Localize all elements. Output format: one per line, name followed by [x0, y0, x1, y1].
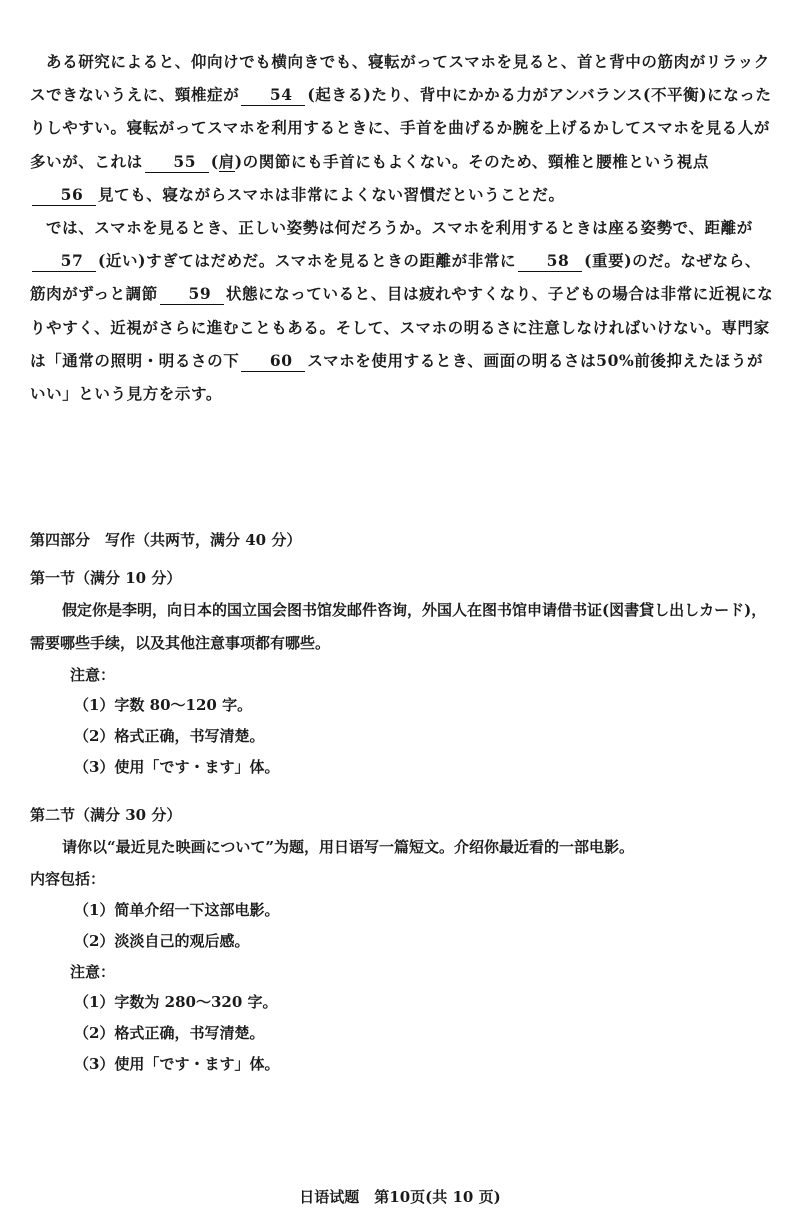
- section1-task: 假定你是李明，向日本的国立国会图书馆发邮件咨询，外国人在图书馆申请借书证(図書貸し出しカード)，需要哪些手续，以及其他注意事项都有哪些。: [30, 601, 767, 652]
- passage-paragraph-2: [30, 211, 775, 410]
- blank-54: 54: [241, 85, 305, 106]
- blank-58: 58: [518, 251, 582, 272]
- passage-text: 状態になっていると、目は疲れやすくなり、子どもの場合は非常に近視になりやすく、近視がさらに進むこともある。そして、スマホの明るさに注意しなければいけない。専門家は「通常の照明・明るさの下: [30, 284, 774, 370]
- section2-content-2: （2）淡淡自己的观后感。: [74, 932, 250, 950]
- section2-note-3: （3）使用「です・ます」体。: [74, 1055, 280, 1073]
- passage-text: ある研究によると、仰向けでも横向きでも、寝転がってスマホを見ると、首と背中の筋肉がリラックスできないうえに、頸椎症が: [30, 52, 770, 105]
- section2-note-label: 注意：: [70, 963, 116, 981]
- passage-text: (: [210, 151, 219, 171]
- section2-content-label: 内容包括：: [30, 870, 106, 888]
- blank-60: 60: [241, 351, 305, 372]
- blank-59: 59: [160, 284, 224, 305]
- section1-title: 第一节（满分 10 分）: [30, 569, 182, 587]
- passage-paragraph-1: [30, 45, 775, 211]
- section2-note-2: （2）格式正确，书写清楚。: [74, 1024, 265, 1042]
- section1-note-1: （1）字数 80～120 字。: [74, 696, 253, 714]
- passage-text: (起きる)たり、背中にかかる力がアンバランス(不平衡)になったりしやすい。寝転がってスマホを利用するときに、手首を曲げるか腕を上げるかしてスマホを見る人が多いが、これは: [30, 85, 772, 171]
- passage-text: (近い)すぎてはだめだ。スマホを見るときの距離が非常に: [98, 251, 517, 271]
- passage-text: )の関節にも手首にもよくない。そのため、頸椎と腰椎という視点: [234, 151, 709, 171]
- section2-note-1: （1）字数为 280～320 字。: [74, 993, 278, 1011]
- blank-56: 56: [32, 185, 96, 206]
- page-footer: 日语试题 第10页(共 10 页): [299, 1188, 501, 1206]
- section1-note-2: （2）格式正确，书写清楚。: [74, 727, 265, 745]
- blank-57: 57: [32, 251, 96, 272]
- passage-text: (重要)のだ。なぜなら、筋肉がずっと調節: [30, 251, 761, 304]
- section2-title: 第二节（满分 30 分）: [30, 806, 182, 824]
- section1-note-label: 注意：: [70, 666, 116, 684]
- section2-content-1: （1）简单介绍一下这部电影。: [74, 901, 280, 919]
- underlined-word: 肩: [218, 151, 235, 171]
- passage-text: 見ても、寝ながらスマホは非常によくない習慣だということだ。: [98, 184, 565, 204]
- section1-note-3: （3）使用「です・ます」体。: [74, 758, 280, 776]
- blank-55: 55: [145, 152, 209, 173]
- passage-text: スマホを使用するとき、画面の明るさは50%前後抑えたほうがいい」という見方を示す。: [30, 350, 764, 404]
- writing-section: [30, 528, 775, 1080]
- passage-text: では、スマホを見るとき、正しい姿勢は何だろうか。スマホを利用するときは座る姿勢で、距離が: [46, 218, 753, 238]
- section2-task: 请你以“最近見た映画について”为题，用日语写一篇短文。介绍你最近看的一部电影。: [62, 838, 634, 856]
- reading-passage: [30, 45, 775, 410]
- part-title: 第四部分 写作（共两节，满分 40 分）: [30, 531, 302, 549]
